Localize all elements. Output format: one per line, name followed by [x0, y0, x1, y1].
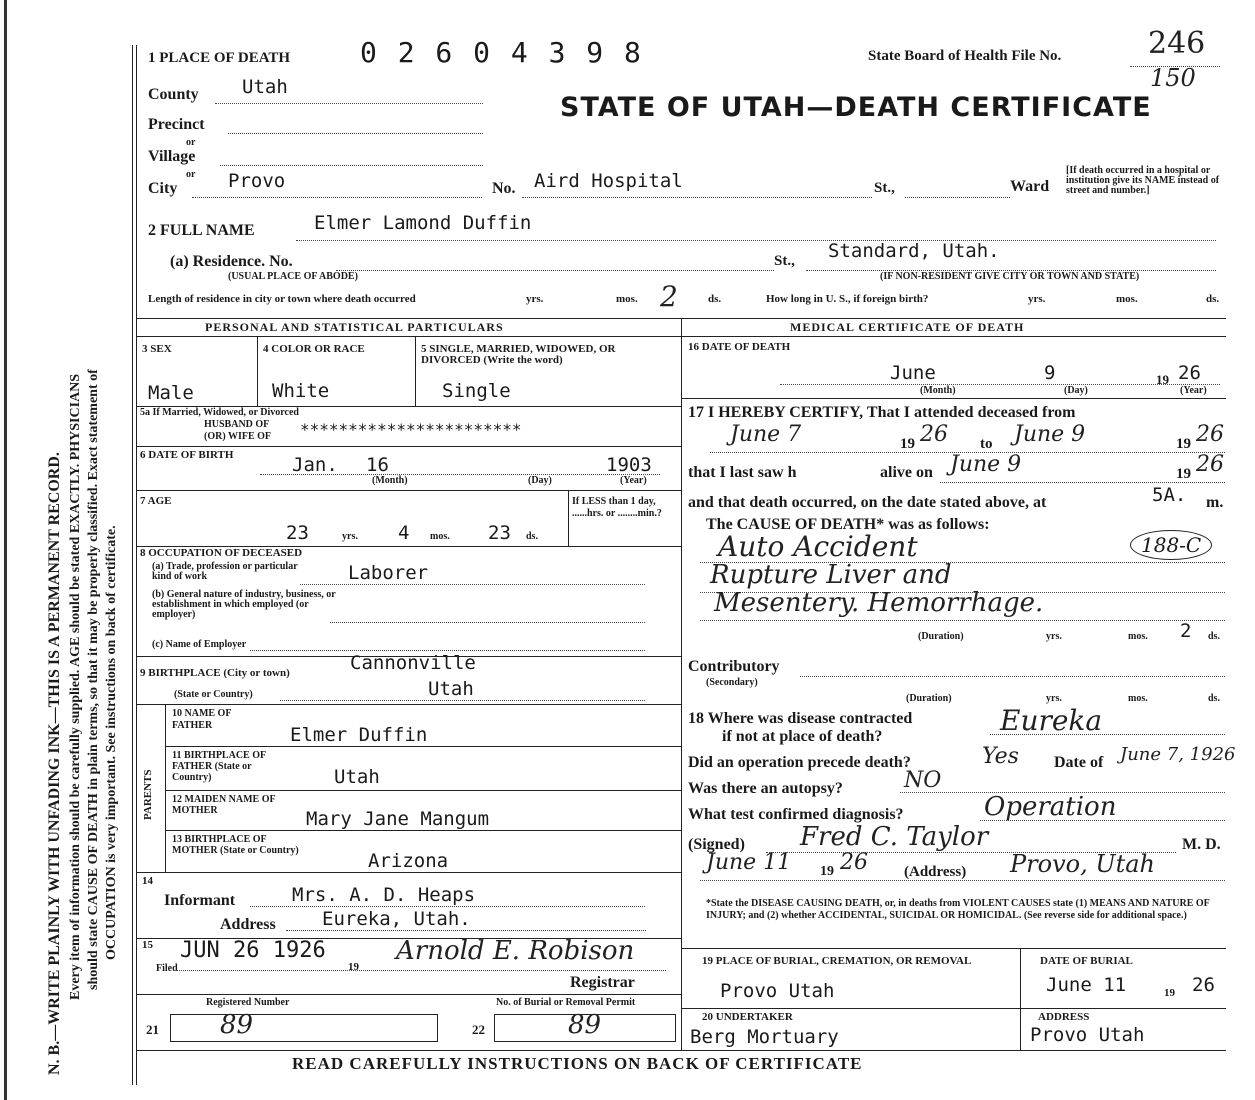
or-label-2: or — [186, 169, 196, 180]
us-ds-label: ds. — [1206, 293, 1220, 305]
side-note-2: Every item of information should be carefully supplied. AGE should be stated EXACTLY. PHYSICIANS — [68, 373, 83, 1000]
dob-year: 1903 — [606, 454, 652, 476]
operation-date: June 7, 1926 — [1120, 744, 1236, 765]
no-label: No. — [492, 180, 516, 197]
spouse-value: *********************** — [300, 420, 522, 439]
spouse-label-3: (OR) WIFE OF — [204, 431, 272, 442]
autopsy-value: NO — [904, 768, 942, 793]
hospital-note: [If death occurred in a hospital or institution give its NAME instead of street and number.] — [1066, 165, 1220, 196]
file-number: 246 — [1148, 26, 1206, 61]
residence-st-label: St., — [774, 253, 795, 269]
cause-footnote: *State the DISEASE CAUSING DEATH, or, in deaths from VIOLENT CAUSES state (1) MEANS AND NATURE OF INJURY; and (2) whether ACCIDENTAL, SUICIDAL OR HOMICIDAL. (See reverse side for additional space.) — [706, 898, 1210, 921]
operation-label: Did an operation precede death? — [688, 754, 911, 771]
spouse-label-2: HUSBAND OF — [204, 419, 270, 430]
form-left-border-2 — [136, 45, 137, 1085]
hospital-value: Aird Hospital — [534, 170, 683, 192]
father-birthplace-value: Utah — [334, 766, 380, 788]
signed-label: (Signed) — [688, 836, 745, 853]
filed-date-stamp: JUN 26 1926 — [180, 938, 326, 963]
undertaker-label: 20 UNDERTAKER — [702, 1011, 793, 1023]
signed-year: 26 — [840, 850, 868, 875]
informant-item-number: 14 — [142, 875, 153, 887]
burial-19: 19 — [1164, 987, 1175, 999]
mother-name-label: 12 MAIDEN NAME OF MOTHER — [172, 794, 276, 816]
registered-number-label: Registered Number — [206, 997, 290, 1008]
footer-instructions: READ CAREFULLY INSTRUCTIONS ON BACK OF CERTIFICATE — [292, 1054, 863, 1073]
county-label: County — [148, 86, 199, 103]
time-of-death: 5A. — [1152, 484, 1187, 506]
document-title: STATE OF UTAH—DEATH CERTIFICATE — [560, 92, 1152, 123]
contributory-yrs: yrs. — [1046, 693, 1062, 704]
side-note-4: OCCUPATION is very important. See instructions on back of certificate. — [104, 525, 119, 960]
length-mos-label: mos. — [616, 293, 638, 305]
us-mos-label: mos. — [1116, 293, 1138, 305]
attended-to-year: 26 — [1196, 422, 1224, 447]
last-saw-label-2: alive on — [880, 464, 933, 481]
registered-number-box — [170, 1014, 438, 1042]
operation-value: Yes — [982, 744, 1019, 769]
undertaker-address-value: Provo Utah — [1030, 1024, 1145, 1046]
file-no-label: State Board of Health File No. — [868, 48, 1062, 64]
city-label: City — [148, 180, 178, 197]
filed-item-number: 15 — [142, 939, 153, 951]
birthplace-label: 9 BIRTHPLACE (City or town) — [140, 667, 290, 679]
contracted-value: Eureka — [1000, 704, 1103, 737]
dod-year-caption: (Year) — [1180, 385, 1207, 396]
dob-month: Jan. — [292, 454, 338, 476]
dod-day-caption: (Day) — [1064, 385, 1088, 396]
marital-value: Single — [442, 380, 511, 402]
age-label: 7 AGE — [140, 495, 172, 507]
occupation-b-label: (b) General nature of industry, business, or establishment in which employed (or employer) — [152, 589, 336, 620]
cause-code: 188-C — [1130, 530, 1212, 560]
to-19: 19 — [1176, 436, 1191, 452]
certify-statement: 17 I HEREBY CERTIFY, That I attended deceased from — [688, 404, 1076, 421]
physician-signature: Fred C. Taylor — [800, 822, 989, 852]
secondary-label: (Secondary) — [706, 677, 758, 688]
or-label-1: or — [186, 137, 196, 148]
test-value: Operation — [984, 792, 1117, 822]
personal-heading: PERSONAL AND STATISTICAL PARTICULARS — [205, 320, 504, 334]
precinct-label: Precinct — [148, 116, 205, 133]
sex-label: 3 SEX — [142, 343, 172, 355]
informant-label: Informant — [164, 892, 236, 909]
side-note-1: N. B.—WRITE PLAINLY WITH UNFADING INK—THIS IS A PERMANENT RECORD. — [46, 452, 63, 1075]
side-note-3: should state CAUSE OF DEATH in plain terms, so that it may be properly classified. Exact statement of — [86, 369, 101, 990]
age-days: 23 — [488, 522, 511, 544]
dob-label: 6 DATE OF BIRTH — [140, 449, 234, 461]
signed-date: June 11 — [706, 850, 792, 875]
father-name-label: 10 NAME OF FATHER — [172, 708, 232, 731]
residence-label: (a) Residence. No. — [170, 253, 293, 270]
birthplace-state: Utah — [428, 678, 474, 700]
occupation-label: 8 OCCUPATION OF DECEASED — [140, 547, 303, 559]
informant-address-value: Eureka, Utah. — [322, 908, 471, 930]
mother-birthplace-label: 13 BIRTHPLACE OF MOTHER (State or Country) — [172, 834, 299, 856]
age-ds-label: ds. — [526, 531, 538, 542]
full-name-value: Elmer Lamond Duffin — [314, 212, 532, 234]
spouse-label-1: 5a If Married, Widowed, or Divorced — [140, 407, 299, 418]
contributory-mos: mos. — [1128, 693, 1148, 704]
time-m: m. — [1206, 494, 1224, 511]
village-label: Village — [148, 148, 196, 165]
dod-month-caption: (Month) — [920, 385, 956, 396]
autopsy-label: Was there an autopsy? — [688, 780, 843, 797]
contributory-ds: ds. — [1208, 693, 1220, 704]
occupation-value: Laborer — [348, 562, 429, 584]
informant-address-label: Address — [220, 916, 276, 933]
date-of-death-label: 16 DATE OF DEATH — [688, 341, 791, 353]
form-left-border — [132, 45, 133, 1085]
residence-value: Standard, Utah. — [828, 240, 1000, 262]
length-days-value: 2 — [660, 280, 678, 313]
to-label: to — [980, 436, 993, 452]
from-19: 19 — [900, 436, 915, 452]
last-saw-label: that I last saw h — [688, 464, 797, 481]
mother-value: Mary Jane Mangum — [306, 808, 490, 830]
usual-abode-caption: (USUAL PLACE OF ABODE) — [228, 271, 358, 282]
dob-month-caption: (Month) — [372, 475, 408, 486]
age-years: 23 — [286, 522, 309, 544]
birthplace-state-caption: (State or Country) — [174, 689, 253, 700]
mother-birthplace-value: Arizona — [368, 850, 449, 872]
length-ds-label: ds. — [708, 293, 722, 305]
sex-value: Male — [148, 382, 194, 404]
attended-to: June 9 — [1014, 422, 1086, 447]
cause-line-1: Auto Accident — [718, 530, 918, 563]
certificate-number: 0 2 6 0 4 3 9 8 — [360, 36, 643, 69]
burial-place-label: 19 PLACE OF BURIAL, CREMATION, OR REMOVAL — [702, 955, 972, 967]
death-occurred-label: and that death occurred, on the date stated above, at — [688, 494, 1047, 511]
color-value: White — [272, 380, 330, 402]
center-divider — [681, 318, 682, 948]
parents-label: PARENTS — [142, 769, 154, 820]
contracted-label: 18 Where was disease contracted — [688, 710, 913, 727]
st-label: St., — [874, 180, 895, 196]
dod-day: 9 — [1044, 362, 1056, 384]
undertaker-value: Berg Mortuary — [690, 1026, 839, 1048]
physician-address: Provo, Utah — [1010, 850, 1155, 878]
length-of-residence-label: Length of residence in city or town where death occurred — [148, 293, 416, 305]
place-of-death-label: 1 PLACE OF DEATH — [148, 50, 291, 66]
father-value: Elmer Duffin — [290, 724, 428, 746]
test-label: What test confirmed diagnosis? — [688, 806, 904, 823]
city-value: Provo — [228, 170, 286, 192]
duration-mos: mos. — [1128, 631, 1148, 642]
permit-item: 22 — [472, 1022, 485, 1037]
filed-label: Filed — [156, 963, 178, 974]
father-birthplace-label: 11 BIRTHPLACE OF FATHER (State or Country) — [172, 750, 266, 783]
cause-line-3: Mesentery. Hemorrhage. — [714, 588, 1044, 618]
file-number-secondary: 150 — [1150, 64, 1196, 92]
duration-yrs: yrs. — [1046, 631, 1062, 642]
contracted-label-2: if not at place of death? — [722, 728, 883, 745]
signed-19: 19 — [820, 864, 834, 879]
attended-from-year: 26 — [920, 422, 948, 447]
contributory-label: Contributory — [688, 658, 780, 675]
registered-number-value: 89 — [220, 1010, 254, 1040]
cause-line-2: Rupture Liver and — [710, 560, 952, 590]
full-name-label: 2 FULL NAME — [148, 222, 255, 239]
last-19: 19 — [1176, 466, 1191, 482]
dod-month: June — [890, 362, 936, 384]
undertaker-address-label: ADDRESS — [1038, 1011, 1090, 1023]
burial-year: 26 — [1192, 974, 1215, 996]
registrar-label: Registrar — [570, 974, 635, 991]
permit-value: 89 — [568, 1010, 602, 1040]
burial-date-value: June 11 — [1046, 974, 1127, 996]
registrar-signature: Arnold E. Robison — [396, 936, 635, 966]
length-yrs-label: yrs. — [526, 293, 544, 305]
age-months: 4 — [398, 522, 410, 544]
age-yrs-label: yrs. — [342, 531, 358, 542]
dod-year: 26 — [1178, 362, 1201, 384]
dob-day: 16 — [366, 454, 389, 476]
age-mos-label: mos. — [430, 531, 450, 542]
dob-day-caption: (Day) — [528, 475, 552, 486]
registered-number-item: 21 — [146, 1022, 159, 1037]
last-saw-date: June 9 — [950, 452, 1022, 477]
duration-days: 2 — [1180, 620, 1192, 642]
nonresident-caption: (IF NON-RESIDENT GIVE CITY OR TOWN AND STATE) — [880, 271, 1140, 282]
burial-permit-label: No. of Burial or Removal Permit — [496, 997, 636, 1008]
physician-address-label: (Address) — [904, 864, 967, 880]
duration-ds: ds. — [1208, 631, 1220, 642]
marital-label: 5 SINGLE, MARRIED, WIDOWED, OR DIVORCED (Write the word) — [421, 343, 616, 366]
ward-label: Ward — [1010, 178, 1050, 195]
us-residence-label: How long in U. S., if foreign birth? — [766, 293, 929, 305]
medical-heading: MEDICAL CERTIFICATE OF DEATH — [790, 320, 1025, 334]
occupation-a-label: (a) Trade, profession or particular kind of work — [152, 561, 298, 582]
burial-date-label: DATE OF BURIAL — [1040, 955, 1133, 967]
filed-19: 19 — [348, 961, 359, 973]
operation-date-label: Date of — [1054, 754, 1104, 771]
us-yrs-label: yrs. — [1028, 293, 1046, 305]
contributory-duration-label: (Duration) — [906, 693, 952, 704]
md-label: M. D. — [1182, 836, 1221, 853]
informant-value: Mrs. A. D. Heaps — [292, 884, 476, 906]
burial-place-value: Provo Utah — [720, 980, 835, 1002]
duration-label: (Duration) — [918, 631, 964, 642]
dod-19: 19 — [1156, 372, 1169, 387]
county-value: Utah — [242, 76, 288, 98]
dob-year-caption: (Year) — [620, 475, 647, 486]
last-saw-year: 26 — [1196, 452, 1224, 477]
birthplace-city: Cannonville — [350, 652, 476, 674]
employer-label: (c) Name of Employer — [152, 639, 247, 650]
if-less-than-label: If LESS than 1 day, ......hrs. or ........min.? — [572, 496, 662, 519]
left-edge — [4, 0, 7, 1100]
cause-of-death-label: The CAUSE OF DEATH* was as follows: — [706, 516, 990, 533]
color-label: 4 COLOR OR RACE — [263, 343, 365, 355]
attended-from: June 7 — [730, 422, 802, 447]
